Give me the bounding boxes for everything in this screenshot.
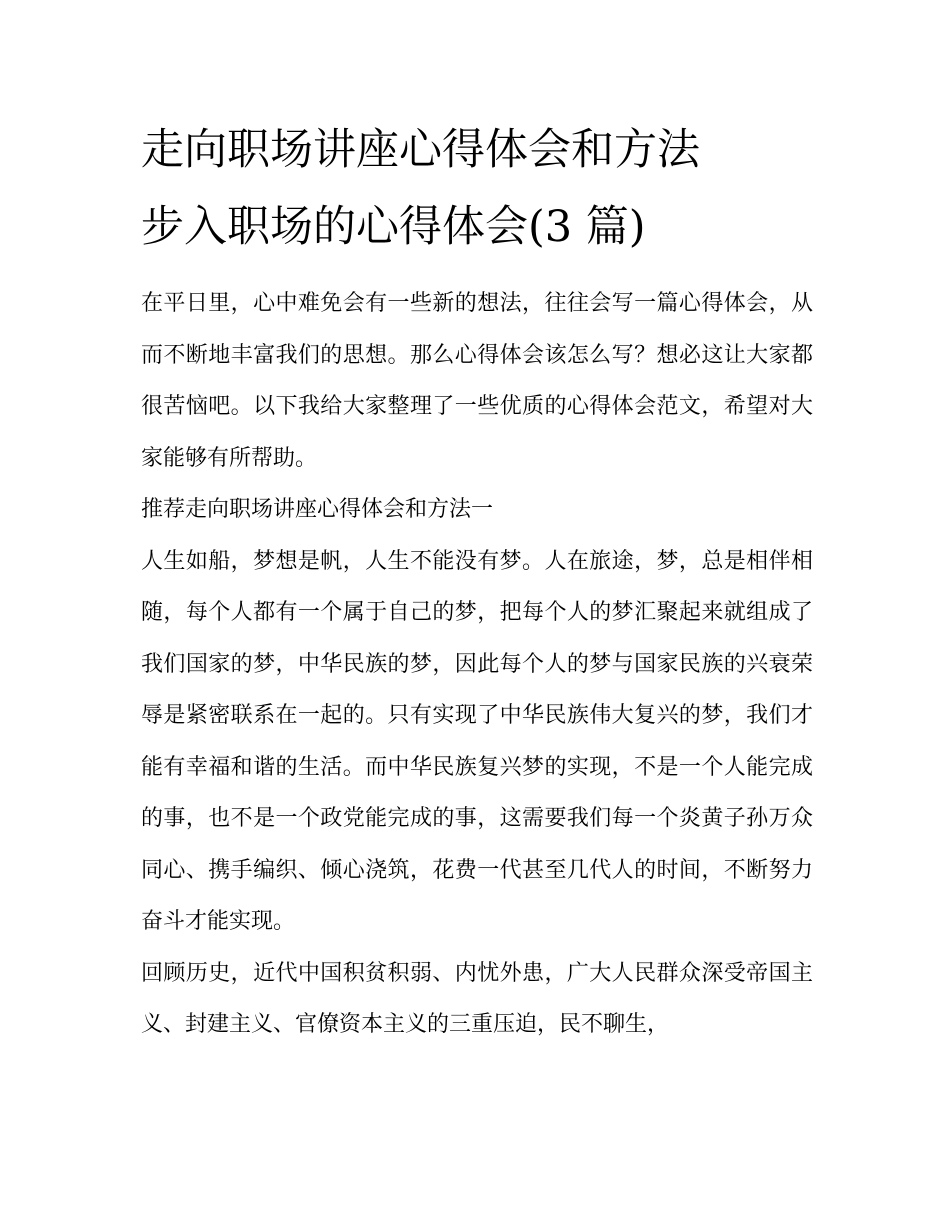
title-line-2: 步入职场的心得体会(3 篇): [141, 202, 646, 252]
intro-paragraph: 在平日里，心中难免会有一些新的想法，往往会写一篇心得体会，从而不断地丰富我们的思想。那么心得体会该怎么写？想必这让大家都很苦恼吧。以下我给大家整理了一些优质的心得体会范文，希望对大家能够有所帮助。: [141, 291, 813, 471]
title-line-1: 走向职场讲座心得体会和方法: [141, 125, 700, 175]
body-paragraph-1: 人生如船，梦想是帆，人生不能没有梦。人在旅途，梦，总是相伴相随，每个人都有一个属于自己的梦，把每个人的梦汇聚起来就组成了我们国家的梦，中华民族的梦，因此每个人的梦与国家民族的兴衰荣辱是紧密联系在一起的。只有实现了中华民族伟大复兴的梦，我们才能有幸福和谐的生活。而中华民族复兴梦的实现，不是一个人能完成的事，也不是一个政党能完成的事，这需要我们每一个炎黄子孙万众同心、携手编织、倾心浇筑，花费一代甚至几代人的时间，不断努力奋斗才能实现。: [141, 548, 813, 934]
document-page: [141, 112, 813, 1051]
body-paragraph-2: 回顾历史，近代中国积贫积弱、内忧外患，广大人民群众深受帝国主义、封建主义、官僚资本主义的三重压迫，民不聊生，: [141, 960, 813, 1037]
document-title: [141, 112, 813, 266]
section-heading: 推荐走向职场讲座心得体会和方法一: [141, 497, 494, 522]
